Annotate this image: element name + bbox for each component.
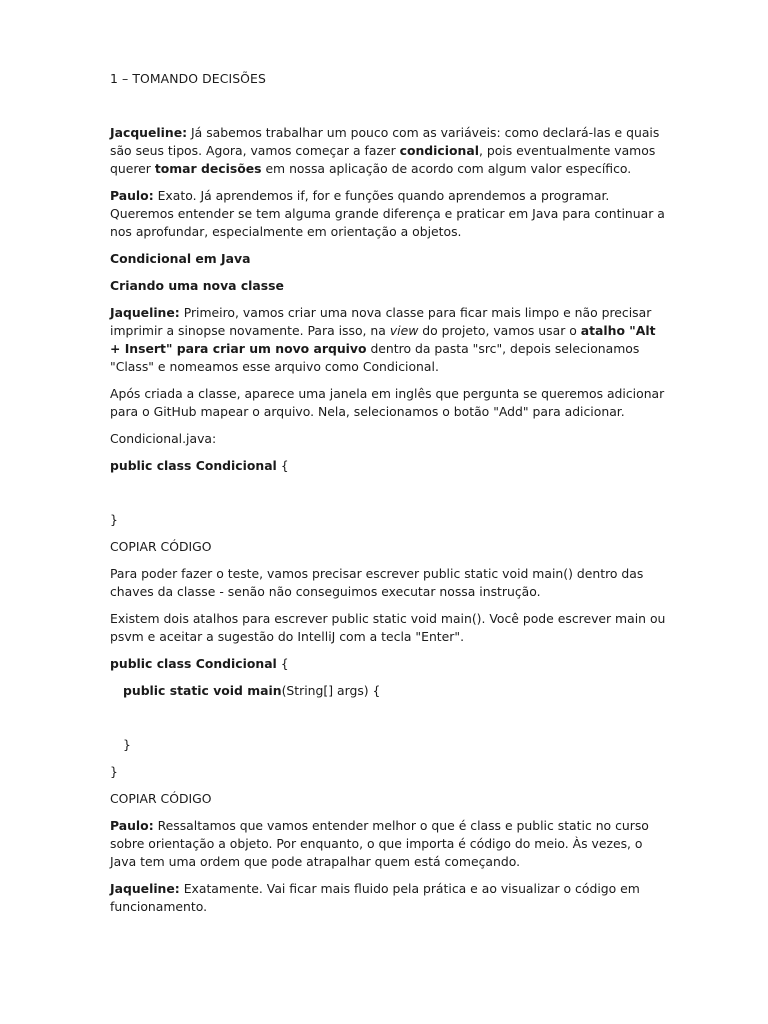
document-title: 1 – TOMANDO DECISÕES <box>110 71 266 86</box>
copy-code-link-2[interactable]: COPIAR CÓDIGO <box>110 791 212 806</box>
speaker-label: Jaqueline: <box>110 881 180 896</box>
code-line: } <box>110 512 118 527</box>
paragraph-jacqueline-intro: Jacqueline: Já sabemos trabalhar um pouco com as variáveis: como declará-las e quais são seus tipos. Agora, vamos começar a fazer condicional, pois eventualmente vamos querer tomar decisões em nossa aplicação de acordo com algum valor específico. <box>110 125 660 176</box>
code-line: public class Condicional { <box>110 458 289 473</box>
speaker-label: Jaqueline: <box>110 305 180 320</box>
code-block-2 <box>110 655 670 781</box>
paragraph-shortcuts: Existem dois atalhos para escrever public static void main(). Você pode escrever main ou psvm e aceitar a sugestão do IntelliJ com a tecla "Enter". <box>110 611 666 644</box>
copy-code-link-1[interactable]: COPIAR CÓDIGO <box>110 539 212 554</box>
paragraph-paulo-intro: Paulo: Exato. Já aprendemos if, for e funções quando aprendemos a programar. Queremos entender se tem alguma grande diferença e praticar em Java para continuar a nos aprofundar, especialmente em orientação a objetos. <box>110 188 665 239</box>
paragraph-jaqueline-create-class: Jaqueline: Primeiro, vamos criar uma nova classe para ficar mais limpo e não precisar imprimir a sinopse novamente. Para isso, na view do projeto, vamos usar o atalho "Alt + Insert" para criar um novo arquivo dentro da pasta "src", depois selecionamos "Class" e nomeamos esse arquivo como Condicional. <box>110 305 656 374</box>
speaker-label: Jacqueline: <box>110 125 188 140</box>
paragraph-github-dialog: Após criada a classe, aparece uma janela em inglês que pergunta se queremos adicionar para o GitHub mapear o arquivo. Nela, selecionamos o botão "Add" para adicionar. <box>110 386 665 419</box>
code-line: } <box>123 737 131 752</box>
paragraph-main-method: Para poder fazer o teste, vamos precisar escrever public static void main() dentro das chaves da classe - senão não conseguimos executar nossa instrução. <box>110 566 644 599</box>
code-line: public static void main(String[] args) { <box>123 683 381 698</box>
section-heading-condicional: Condicional em Java <box>110 251 251 266</box>
code-blank-line <box>110 709 670 727</box>
code-line: public class Condicional { <box>110 656 289 671</box>
speaker-label: Paulo: <box>110 818 154 833</box>
code-line: } <box>110 764 118 779</box>
paragraph-paulo-class: Paulo: Ressaltamos que vamos entender melhor o que é class e public static no curso sobre orientação a objeto. Por enquanto, o que importa é código do meio. Às vezes, o Java tem uma ordem que pode atrapalhar quem está começando. <box>110 818 649 869</box>
paragraph-jaqueline-practice: Jaqueline: Exatamente. Vai ficar mais fluido pela prática e ao visualizar o código em funcionamento. <box>110 881 640 914</box>
code-blank-line <box>110 484 670 502</box>
code-block-1 <box>110 457 670 529</box>
file-name-label: Condicional.java: <box>110 431 217 446</box>
section-heading-nova-classe: Criando uma nova classe <box>110 278 284 293</box>
speaker-label: Paulo: <box>110 188 154 203</box>
document-page <box>110 70 670 925</box>
